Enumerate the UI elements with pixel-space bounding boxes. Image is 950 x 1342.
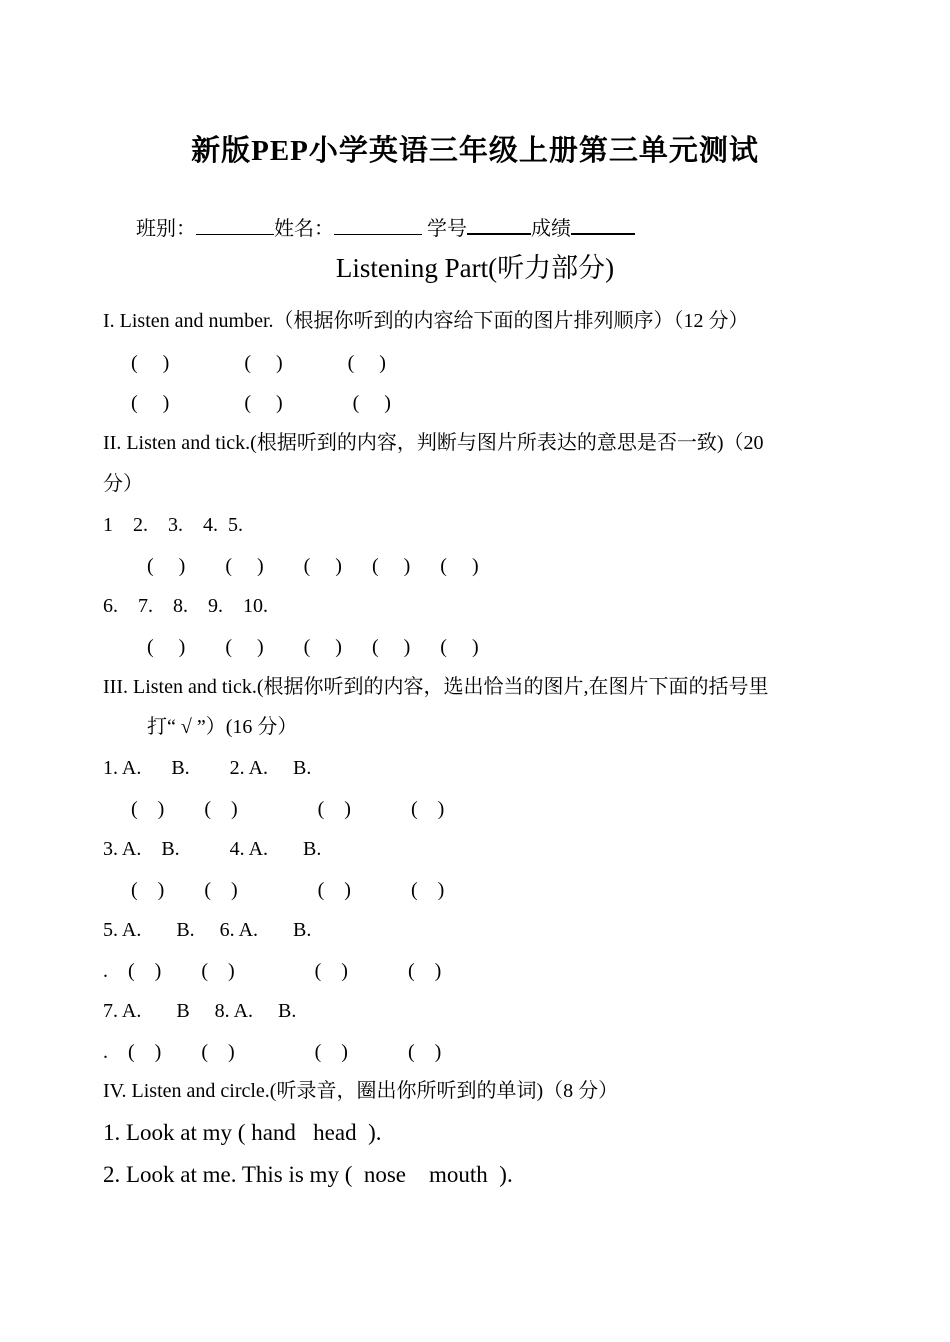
section-3-answer-row-3: . ( ) ( ) ( ) ( ) [103,960,442,982]
number-blank[interactable] [467,215,531,235]
document-title: 新版PEP小学英语三年级上册第三单元测试 [191,135,759,167]
section-2-title: II. Listen and tick.(根据听到的内容，判断与图片所表达的意思是否一致)（20 [103,432,764,454]
section-4-question-2: 2. Look at me. This is my ( nose mouth ). [103,1162,513,1187]
section-3-answer-row-4: . ( ) ( ) ( ) ( ) [103,1041,442,1063]
name-blank[interactable] [334,216,422,235]
section-2-answer-row-2: ( ) ( ) ( ) ( ) ( ) [147,636,479,658]
section-2-title-continued: 分） [103,473,143,495]
section-3-questions-1-2: 1. A. B. 2. A. B. [103,757,312,779]
student-info-row [126,191,635,241]
section-2-question-numbers-2: 6. 7. 8. 9. 10. [103,595,268,617]
number-label: 学号 [427,218,467,240]
section-2-question-numbers-1: 1 2. 3. 4. 5. [103,514,243,536]
section-4-question-1: 1. Look at my ( hand head ). [103,1120,382,1145]
section-heading: Listening Part(听力部分) [335,253,615,283]
section-2-answer-row-1: ( ) ( ) ( ) ( ) ( ) [147,555,479,577]
class-blank[interactable] [196,216,274,235]
section-3-questions-5-6: 5. A. B. 6. A. B. [103,919,312,941]
section-3-answer-row-2: ( ) ( ) ( ) ( ) [131,879,445,901]
section-1-answer-row-2: ( ) ( ) ( ) [131,392,391,414]
class-label: 班别： [136,218,196,240]
score-blank[interactable] [571,215,635,235]
section-3-title-continued: 打“ √ ”）(16 分） [147,716,298,738]
section-4-title: IV. Listen and circle.(听录音，圈出你所听到的单词)（8 分） [103,1080,619,1102]
section-3-questions-7-8: 7. A. B 8. A. B. [103,1000,297,1022]
section-3-answer-row-1: ( ) ( ) ( ) ( ) [131,798,445,820]
section-3-title: III. Listen and tick.(根据你听到的内容，选出恰当的图片,在图片下面的括号里 [103,676,769,698]
score-label: 成绩 [531,218,571,240]
name-label: 姓名： [274,218,334,240]
section-3-questions-3-4: 3. A. B. 4. A. B. [103,838,322,860]
section-1-answer-row-1: ( ) ( ) ( ) [131,352,386,374]
section-1-title: I. Listen and number.（根据你听到的内容给下面的图片排列顺序）（12 分） [103,310,749,332]
